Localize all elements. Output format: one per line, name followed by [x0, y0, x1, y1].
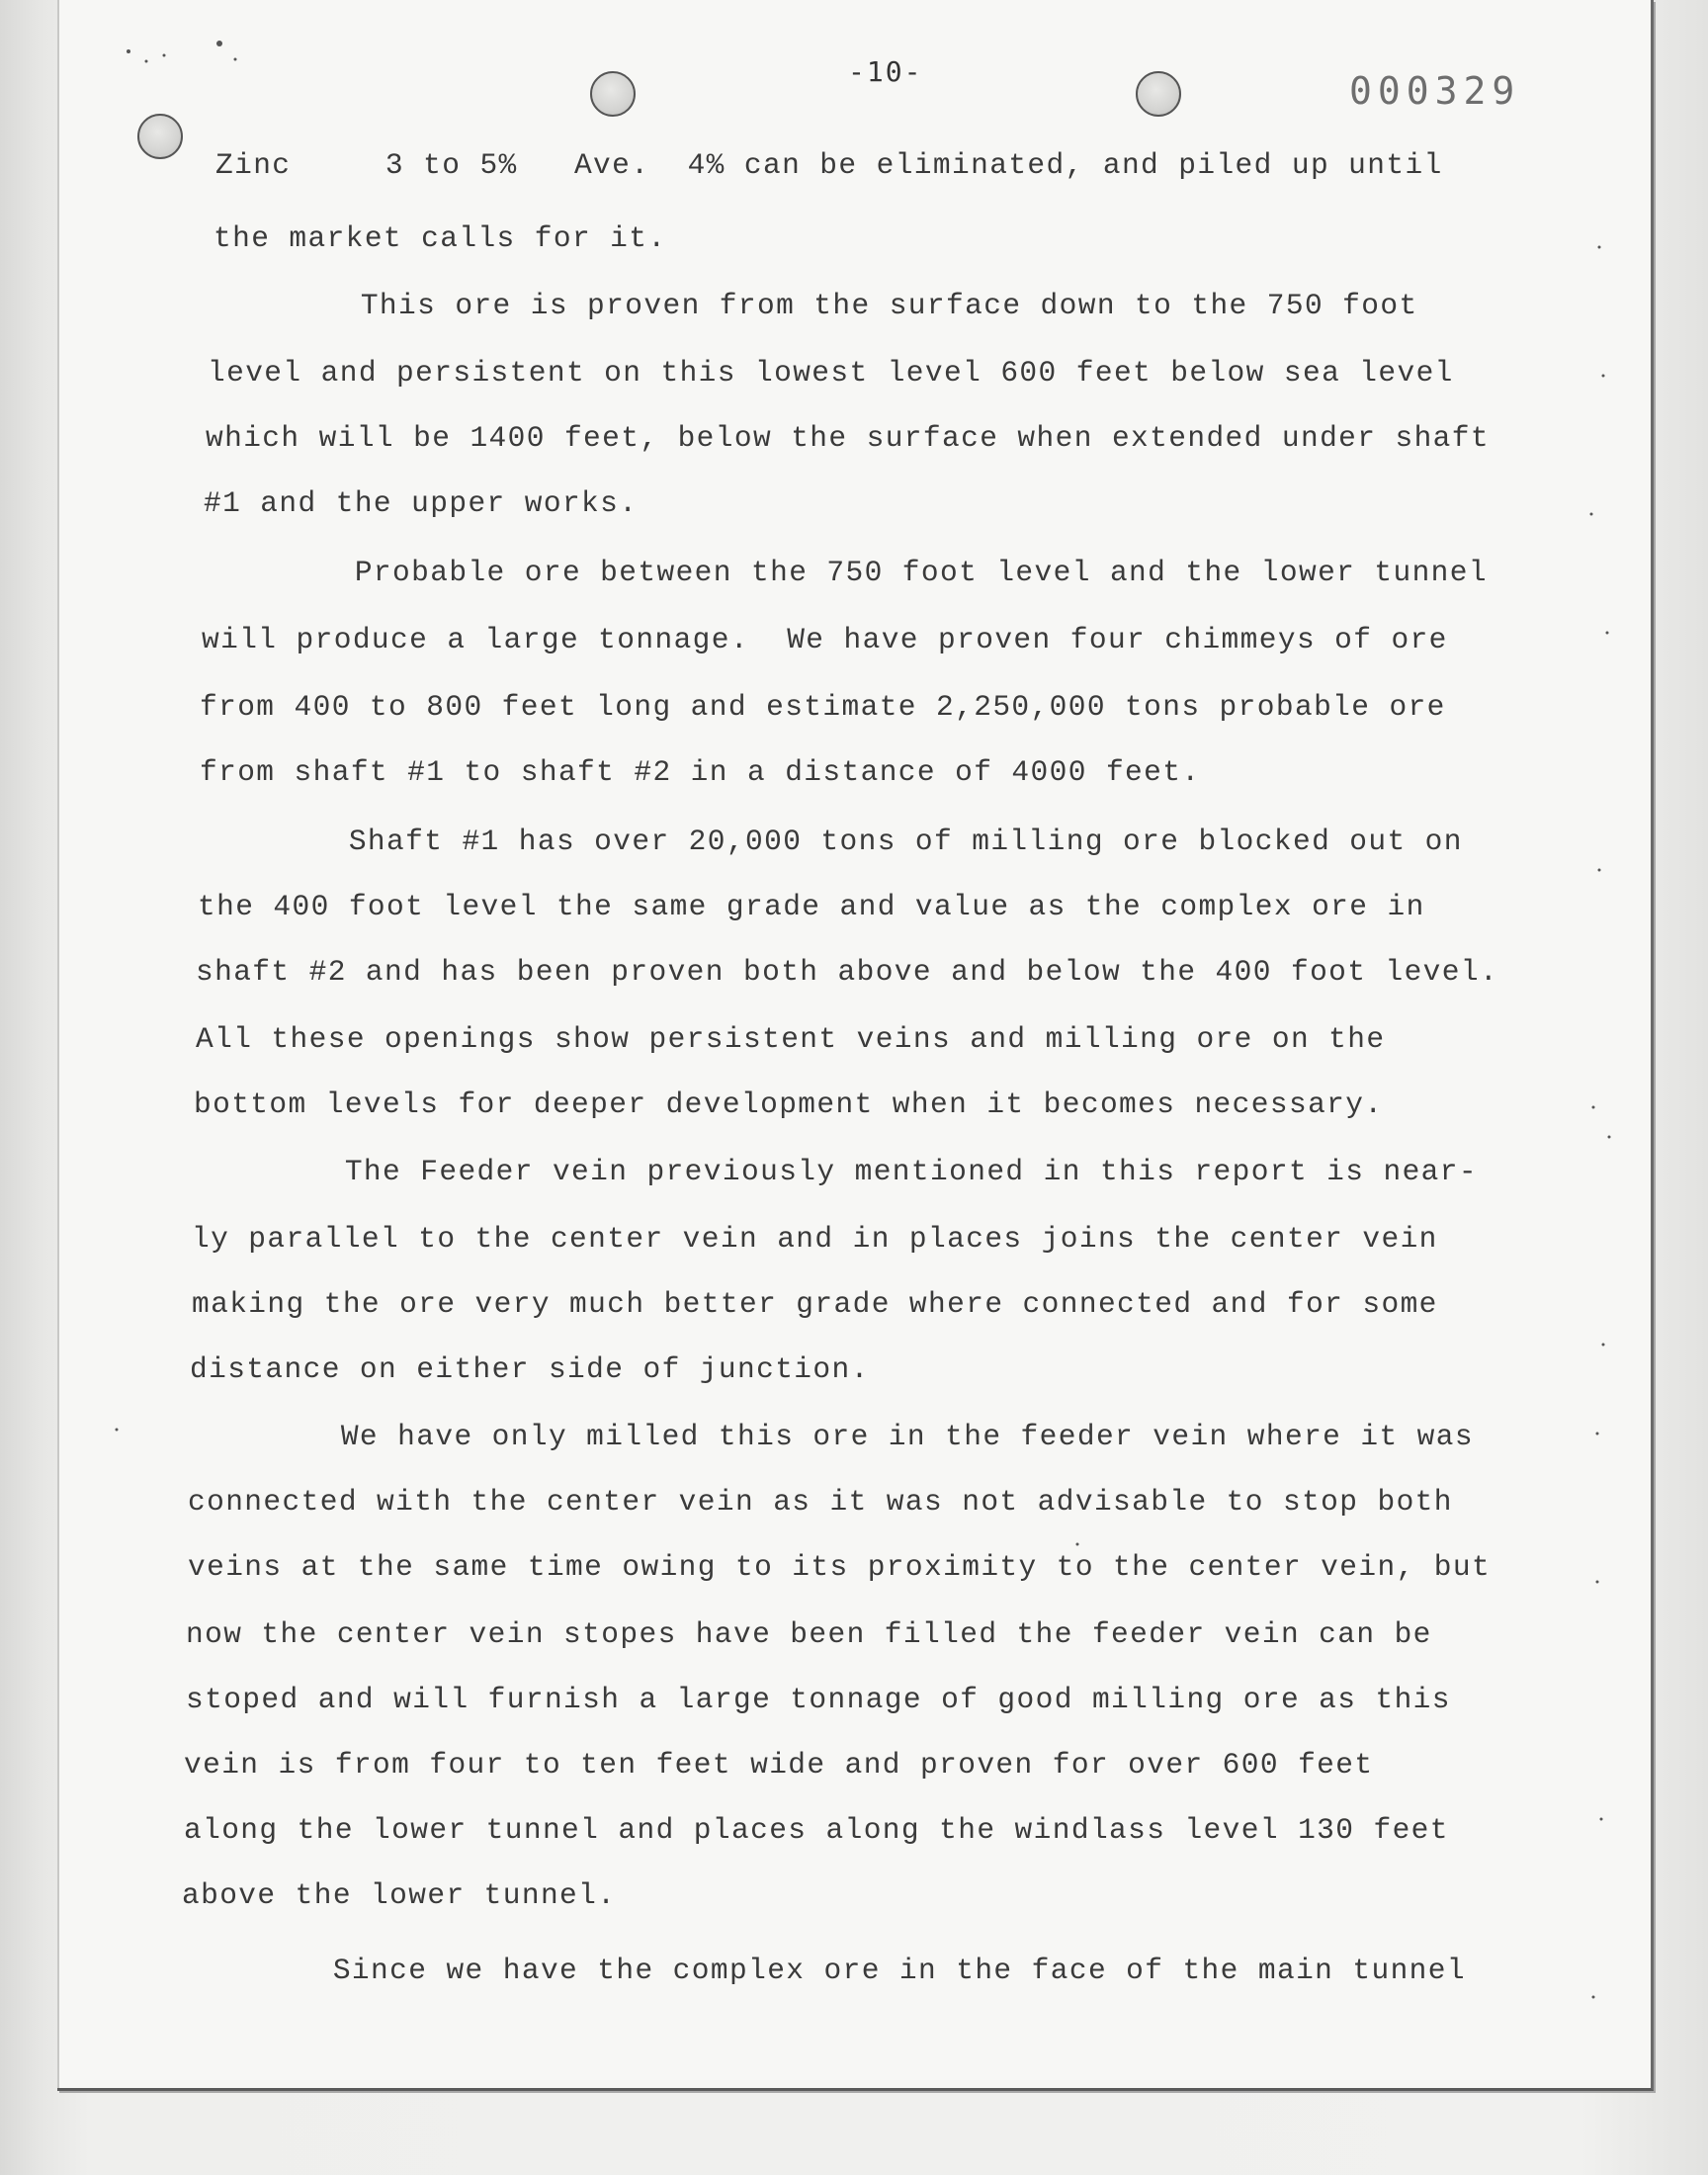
text-line: connected with the center vein as it was not advisable to stop both	[188, 1485, 1453, 1519]
text-line: shaft #2 and has been proven both above and below the 400 foot level.	[196, 955, 1499, 989]
text-line: We have only milled this ore in the feeder vein where it was	[190, 1420, 1474, 1453]
text-line: bottom levels for deeper development when it becomes necessary.	[194, 1088, 1384, 1121]
text-line: Zinc 3 to 5% Ave. 4% can be eliminated, and piled up until	[215, 148, 1443, 182]
text-line: This ore is proven from the surface down to the 750 foot	[210, 289, 1418, 322]
text-line: the 400 foot level the same grade and value as the complex ore in	[198, 890, 1425, 923]
text-line: ly parallel to the center vein and in places joins the center vein	[192, 1222, 1438, 1256]
bates-number: 000329	[1349, 69, 1521, 113]
text-line: vein is from four to ten feet wide and proven for over 600 feet	[184, 1748, 1374, 1782]
text-line: The Feeder vein previously mentioned in this report is near-	[194, 1155, 1478, 1188]
text-line: the market calls for it.	[214, 221, 667, 255]
text-line: All these openings show persistent veins and milling ore on the	[196, 1022, 1386, 1056]
text-line: from shaft #1 to shaft #2 in a distance of 4000 feet.	[200, 755, 1201, 789]
text-line: making the ore very much better grade where connected and for some	[192, 1287, 1438, 1321]
text-line: Shaft #1 has over 20,000 tons of milling ore blocked out on	[198, 825, 1463, 858]
text-line: veins at the same time owing to its proximity to the center vein, but	[188, 1550, 1492, 1584]
text-line: above the lower tunnel.	[182, 1878, 617, 1912]
text-line: distance on either side of junction.	[190, 1352, 870, 1386]
text-line: Probable ore between the 750 foot level and the lower tunnel	[204, 556, 1488, 589]
text-line: level and persistent on this lowest level 600 feet below sea level	[208, 356, 1454, 390]
page-number: -10-	[848, 55, 923, 88]
text-line: now the center vein stopes have been filled the feeder vein can be	[186, 1617, 1432, 1651]
text-line: stoped and will furnish a large tonnage of good milling ore as this	[186, 1683, 1451, 1716]
text-line: #1 and the upper works.	[204, 486, 639, 520]
text-line: Since we have the complex ore in the face of the main tunnel	[182, 1954, 1466, 1987]
text-line: along the lower tunnel and places along the windlass level 130 feet	[184, 1813, 1449, 1847]
text-line: from 400 to 800 feet long and estimate 2,250,000 tons probable ore	[200, 690, 1446, 724]
text-line: will produce a large tonnage. We have proven four chimmeys of ore	[202, 623, 1448, 656]
text-line: which will be 1400 feet, below the surface when extended under shaft	[206, 421, 1490, 455]
